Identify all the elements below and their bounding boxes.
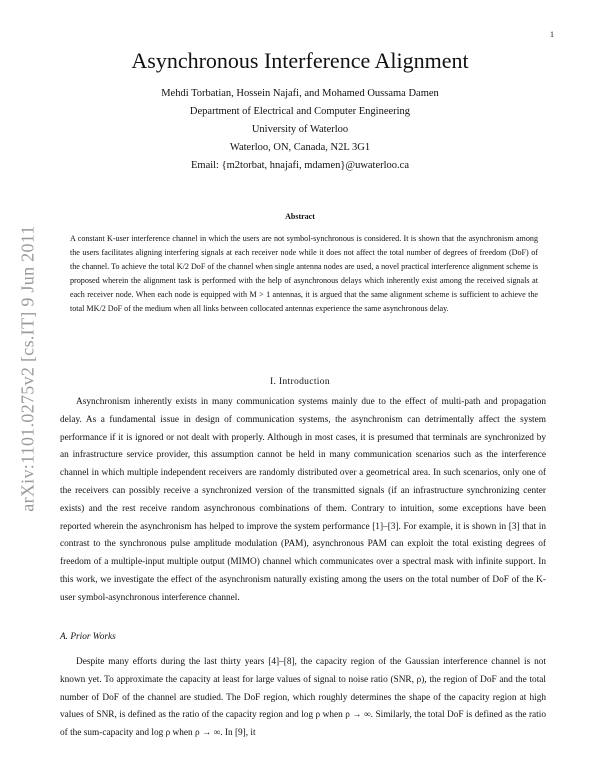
affiliation-university: University of Waterloo — [251, 124, 349, 135]
prior-works-body — [60, 654, 546, 743]
introduction-body — [60, 394, 546, 608]
affiliation-address: Waterloo, ON, Canada, N2L 3G1 — [229, 142, 371, 153]
introduction-paragraph: Asynchronism inherently exists in many communication systems mainly due to the effect of multi-path and propagation delay. As a fundamental issue in design of communication systems, the asynchronism can detrimentally affect the system performance if it is ignored or not dealt with properly. Although in most cases, it is presumed that terminals are synchronized by an infrastructure service provider, this assumption cannot be held in many communication scenarios such as the interference channel in which multiple independent receivers are randomly distributed over a geometrical area. In such scenarios, only one of the receivers can possibly receive a synchronized version of the transmitted signals (if an infrastructure synchronizing center exists) and the rest receive random asynchronous combinations of them. Contrary to intuition, some exceptions have been reported wherein the asynchronism has helped to improve the system performance [1]–[3]. For example, it is shown in [3] that in contrast to the synchronous pulse amplitude modulation (PAM), asynchronous PAM can exploit the total existing degrees of freedom of a multiple-input multiple output (MIMO) channel which communicates over a spectral mask with infinite support. In this work, we investigate the effect of the asynchronism naturally existing among the users on the total number of DoF of the K-user symbol-asynchronous interference channel. — [60, 397, 546, 603]
author-email: Email: {m2torbat, hnajafi, mdamen}@uwaterloo.ca — [190, 160, 409, 171]
affiliation-department: Department of Electrical and Computer Engineering — [189, 106, 411, 117]
prior-works-paragraph: Despite many efforts during the last thirty years [4]–[8], the capacity region of the Gaussian interference channel is not known yet. To approximate the capacity at least for large values of signal to noise ratio (SNR, ρ), the region of DoF and the total number of DoF of the channel are studied. The DoF region, which roughly determines the shape of the capacity region at high values of SNR, is defined as the ratio of the capacity region and log ρ when ρ → ∞. Similarly, the total DoF is defined as the ratio of the sum-capacity and log ρ when ρ → ∞. In [9], it — [60, 657, 546, 739]
abstract-text: A constant K-user interference channel in which the users are not symbol-synchronous is considered. It is shown that the asynchronism among the users facilitates aligning interfering signals at each receiver node while it does not affect the total number of degrees of freedom (DoF) of the channel. To achieve the total K/2 DoF of the channel when single antenna nodes are used, a novel practical interference alignment scheme is proposed wherein the alignment task is performed with the help of asynchronous delays which inherently exist among the received signals at each receiver node. When each node is equipped with M > 1 antennas, it is argued that the same alignment scheme is sufficient to achieve the total MK/2 DoF of the medium when all links between collocated antennas experience the same asynchronous delay. — [70, 234, 538, 313]
section-heading-introduction: I. Introduction — [270, 376, 330, 387]
arxiv-stamp: arXiv:1101.0275v2 [cs.IT] 9 Jun 2011 — [17, 225, 38, 512]
paper-title: Asynchronous Interference Alignment — [131, 48, 469, 73]
subsection-heading-prior-works: A. Prior Works — [60, 632, 116, 642]
author-list: Mehdi Torbatian, Hossein Najafi, and Mohamed Oussama Damen — [161, 88, 439, 99]
page-number: 1 — [550, 30, 554, 39]
abstract-heading: Abstract — [285, 212, 315, 221]
